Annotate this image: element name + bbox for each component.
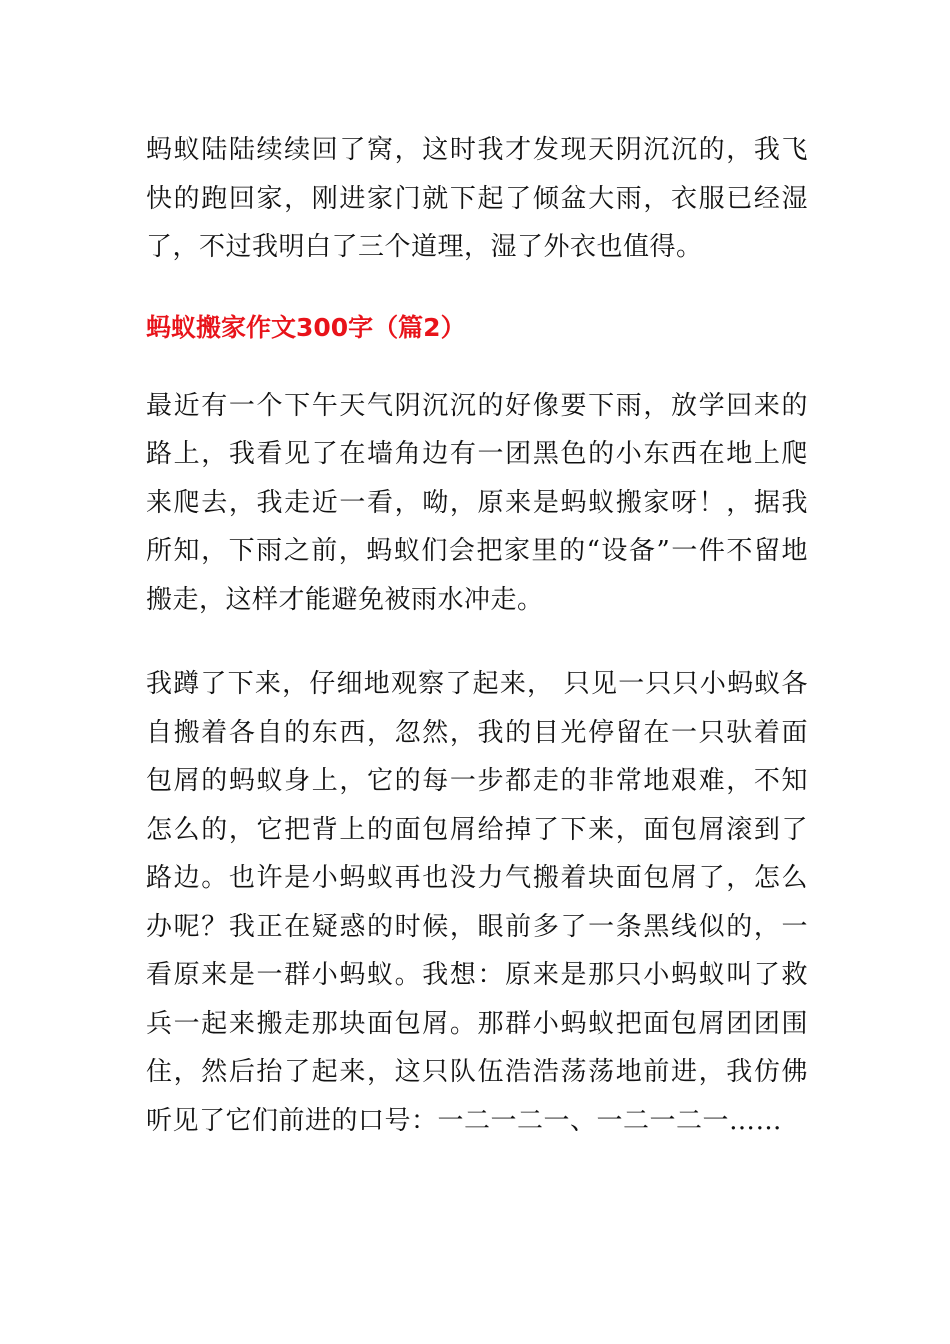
paragraph-2: 最近有一个下午天气阴沉沉的好像要下雨，放学回来的路上，我看见了在墙角边有一团黑色的小东西在地上爬来爬去，我走近一看，呦，原来是蚂蚁搬家呀！，据我所知，下雨之前，蚂蚁们会把家里的“设备”一件不留地搬走，这样才能避免被雨水冲走。 (146, 390, 808, 615)
section-heading: 蚂蚁搬家作文300字（篇2） (146, 312, 466, 342)
paragraph-1: 蚂蚁陆陆续续回了窝，这时我才发现天阴沉沉的，我飞快的跑回家，刚进家门就下起了倾盆大雨，衣服已经湿了，不过我明白了三个道理，湿了外衣也值得。 (146, 135, 808, 262)
paragraph-3: 我蹲了下来，仔细地观察了起来， 只见一只只小蚂蚁各自搬着各自的东西，忽然，我的目光停留在一只驮着面包屑的蚂蚁身上，它的每一步都走的非常地艰难，不知怎么的，它把背上的面包屑给掉了下来，面包屑滚到了路边。也许是小蚂蚁再也没力气搬着块面包屑了，怎么办呢？我正在疑惑的时候，眼前多了一条黑线似的，一看原来是一群小蚂蚁。我想：原来是那只小蚂蚁叫了救兵一起来搬走那块面包屑。那群小蚂蚁把面包屑团团围住，然后抬了起来，这只队伍浩浩荡荡地前进，我仿佛听见了它们前进的口号：一二一二一、一二一二一…… (146, 669, 808, 1136)
document-body (146, 126, 808, 1145)
